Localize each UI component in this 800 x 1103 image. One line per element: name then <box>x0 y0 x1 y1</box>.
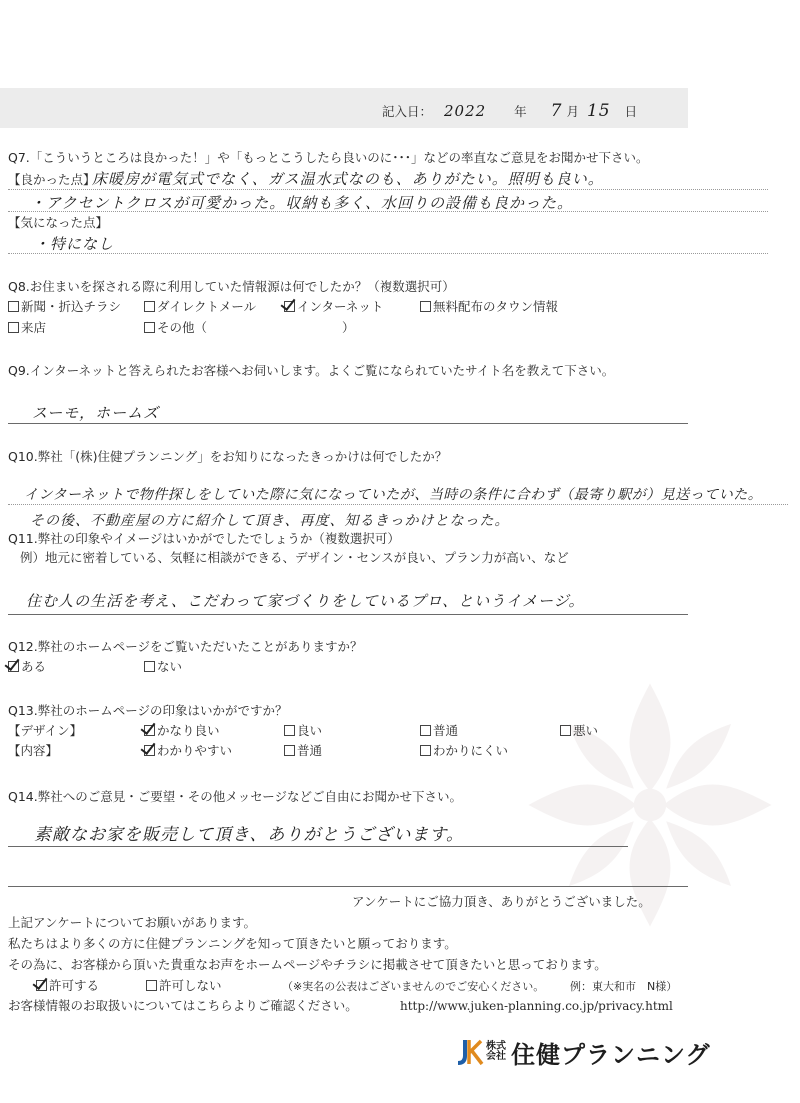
footer-thanks: アンケートにご協力頂き、ありがとうございました。 <box>352 894 651 909</box>
q12-option-no-label: ない <box>157 659 183 674</box>
checkbox-checked-icon <box>36 980 47 991</box>
footer-deny-option[interactable] <box>146 978 222 994</box>
checkbox-icon <box>8 301 19 312</box>
q10-question: Q10.弊社「(株)住健プランニング」をお知りになったきっかけは何でしたか？ <box>8 449 448 464</box>
jk-logo-icon <box>455 1037 485 1067</box>
q7-concern-label: 【気になった点】 <box>8 215 109 230</box>
date-day-unit: 日 <box>624 104 638 119</box>
footer-permit-label: 許可する <box>49 978 100 993</box>
q10-answer-1: インターネットで物件探しをしていた際に気になっていたが、当時の条件に合わず（最寄り駅が）見送っていた。 <box>24 487 763 503</box>
q13-design-good-label: 良い <box>297 723 323 738</box>
q7-concern-answer: ・特になし <box>34 235 115 253</box>
footer-permit-option[interactable] <box>36 978 99 994</box>
q13-design-option-bad[interactable] <box>560 723 598 739</box>
checkbox-icon <box>144 322 155 333</box>
q13-content-option-normal[interactable] <box>284 743 322 759</box>
q7-good-answer-2: ・アクセントクロスが可愛かった。収納も多く、水回りの設備も良かった。 <box>30 194 573 212</box>
date-day: 15 <box>586 101 611 121</box>
q7-good-answer-1: 床暖房が電気式でなく、ガス温水式なのも、ありがたい。照明も良い。 <box>92 170 604 188</box>
q8-option-dm-label: ダイレクトメール <box>157 299 257 314</box>
q8-option-newspaper-label: 新聞・折込チラシ <box>21 299 122 314</box>
checkbox-checked-icon <box>284 301 295 312</box>
checkbox-checked-icon <box>8 661 19 672</box>
checkbox-icon <box>144 301 155 312</box>
q8-option-internet[interactable] <box>284 299 383 315</box>
checkbox-icon <box>420 725 431 736</box>
q13-question: Q13.弊社のホームページの印象はいかがですか？ <box>8 703 288 718</box>
privacy-link[interactable]: http://www.juken-planning.co.jp/privacy.html <box>400 999 673 1013</box>
q8-option-other-label: その他（ <box>157 320 208 335</box>
footer-note: （※実名の公表はございませんのでご安心ください。 <box>282 980 545 993</box>
q7-rule-1 <box>8 189 768 190</box>
q13-content-label: 【内容】 <box>8 743 59 758</box>
q8-question: Q8.お住まいを探される際に利用していた情報源は何でしたか？（複数選択可） <box>8 279 455 294</box>
footer-line-2: 私たちはより多くの方に住健プランニングを知って頂きたいと願っております。 <box>8 936 457 951</box>
q12-option-yes[interactable] <box>8 659 46 675</box>
q9-rule <box>8 423 688 424</box>
q9-question: Q9.インターネットと答えられたお客様へお伺いします。よくご覧になられていたサイト名を教えて下さい。 <box>8 363 615 378</box>
q13-content-unclear-label: わかりにくい <box>433 743 509 758</box>
q12-option-no[interactable] <box>144 659 182 675</box>
q7-rule-2 <box>8 211 768 212</box>
footer-example: 例：東大和市 N様） <box>570 980 678 993</box>
checkbox-checked-icon <box>144 745 155 756</box>
q8-option-other-close: ） <box>342 320 355 335</box>
checkbox-icon <box>144 661 155 672</box>
checkbox-icon <box>560 725 571 736</box>
checkbox-icon <box>284 725 295 736</box>
q11-example: 例）地元に密着している、気軽に相談ができる、デザイン・センスが良い、プラン力が高い、など <box>20 550 569 565</box>
q13-content-option-clear[interactable] <box>144 743 232 759</box>
q9-answer: スーモ，ホームズ <box>32 404 160 422</box>
footer-line-1: 上記アンケートについてお願いがあります。 <box>8 915 257 930</box>
date-month: 7 <box>550 101 563 121</box>
logo-company-name: 住健プランニング <box>511 1040 711 1069</box>
q13-design-normal-label: 普通 <box>433 723 459 738</box>
date-year: 2022 <box>444 102 487 120</box>
q7-rule-3 <box>8 253 768 254</box>
q12-option-yes-label: ある <box>21 659 47 674</box>
checkbox-icon <box>420 745 431 756</box>
q13-design-label: 【デザイン】 <box>8 723 83 738</box>
date-month-unit: 月 <box>566 104 579 119</box>
checkbox-icon <box>284 745 295 756</box>
checkbox-checked-icon <box>144 725 155 736</box>
logo-kabushiki: 株式会社 <box>486 1041 506 1062</box>
q13-design-option-normal[interactable] <box>420 723 458 739</box>
q13-design-very-good-label: かなり良い <box>157 723 220 738</box>
q13-design-option-very-good[interactable] <box>144 723 220 739</box>
date-year-unit: 年 <box>514 104 527 119</box>
q11-question: Q11.弊社の印象やイメージはいかがでしたでしょうか（複数選択可） <box>8 531 400 546</box>
q10-answer-2: その後、不動産屋の方に紹介して頂き、再度、知るきっかけとなった。 <box>30 513 510 529</box>
q10-rule-1 <box>8 504 788 505</box>
date-label: 記入日： <box>382 104 433 119</box>
q14-rule-2 <box>8 886 688 887</box>
q8-option-town-info-label: 無料配布のタウン情報 <box>433 299 559 314</box>
q7-good-label: 【良かった点】 <box>8 172 96 187</box>
q11-rule <box>8 614 688 615</box>
q11-answer: 住む人の生活を考え、こだわって家づくりをしているプロ、というイメージ。 <box>26 592 585 610</box>
q8-option-newspaper[interactable] <box>8 299 121 315</box>
footer-privacy: お客様情報のお取扱いについてはこちらよりご確認ください。 <box>8 998 358 1013</box>
q14-answer: 素敵なお家を販売して頂き、ありがとうございます。 <box>34 825 464 845</box>
checkbox-icon <box>146 980 157 991</box>
q8-option-dm[interactable] <box>144 299 256 315</box>
q8-option-internet-label: インターネット <box>297 299 384 314</box>
q8-option-other[interactable] <box>144 320 207 336</box>
q8-option-town-info[interactable] <box>420 299 558 315</box>
q8-option-visit[interactable] <box>8 320 46 336</box>
checkbox-icon <box>8 322 19 333</box>
q14-rule-1 <box>8 846 628 847</box>
q13-content-clear-label: わかりやすい <box>157 743 233 758</box>
footer-line-3: その為に、お客様から頂いた貴重なお声をホームページやチラシに掲載させて頂きたいと思っております。 <box>8 957 607 972</box>
q13-design-option-good[interactable] <box>284 723 322 739</box>
q7-question: Q7.「こういうところは良かった！」や「もっとこうしたら良いのに･･･」などの率直なご意見をお聞かせ下さい。 <box>8 150 649 165</box>
q14-question: Q14.弊社へのご意見・ご要望・その他メッセージなどご自由にお聞かせ下さい。 <box>8 789 462 804</box>
checkbox-icon <box>420 301 431 312</box>
q13-content-normal-label: 普通 <box>297 743 323 758</box>
footer-deny-label: 許可しない <box>159 978 222 993</box>
entry-date <box>382 103 637 120</box>
q8-option-visit-label: 来店 <box>21 320 47 335</box>
q13-design-bad-label: 悪い <box>573 723 599 738</box>
company-logo <box>455 1036 711 1068</box>
q13-content-option-unclear[interactable] <box>420 743 508 759</box>
q12-question: Q12.弊社のホームページをご覧いただいたことがありますか？ <box>8 639 363 654</box>
